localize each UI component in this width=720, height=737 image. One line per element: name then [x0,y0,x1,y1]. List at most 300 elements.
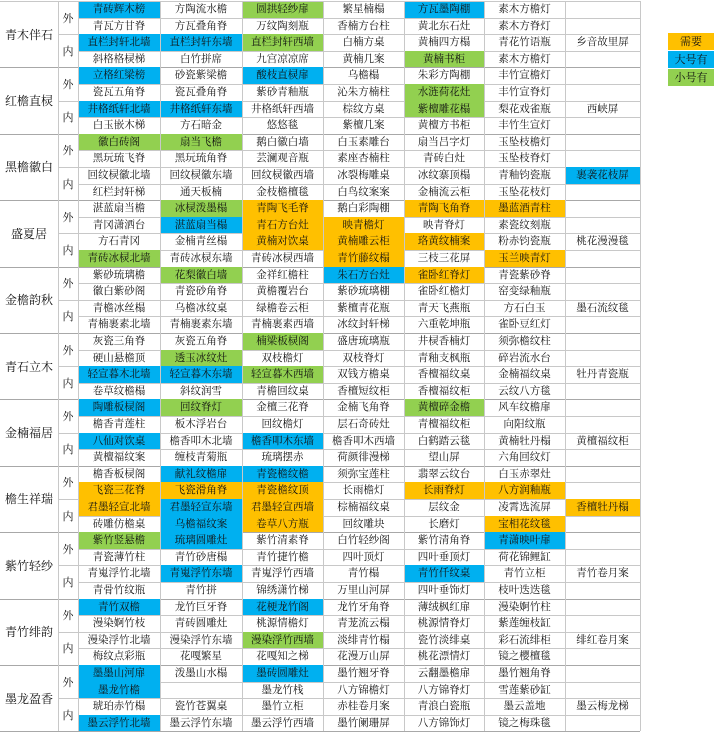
item-cell[interactable]: 荷颜徘漫梯 [337,451,390,464]
item-cell[interactable]: 井棂香楠灯 [417,335,471,347]
item-cell[interactable]: 映青脊灯 [423,218,465,231]
item-cell[interactable]: 墨龙竹栈 [261,683,304,696]
item-cell[interactable]: 桃源情脊灯 [417,617,471,630]
item-cell[interactable]: 四叶垂顶灯 [417,550,471,563]
item-cell[interactable]: 青茏流云榻 [337,617,390,630]
item-cell[interactable]: 瓷竹苍翼桌 [174,700,228,713]
item-cell[interactable]: 白鸟纹案案 [337,185,390,198]
item-cell[interactable]: 方瓦墨陶棚 [404,1,484,18]
item-cell[interactable]: 紫砂琉璃檐 [92,268,146,281]
item-cell[interactable]: 瓷瓦五角脊 [92,86,146,98]
item-cell[interactable]: 青竹拼 [185,584,217,596]
item-cell[interactable]: 回纹脊灯 [160,399,242,416]
item-cell[interactable]: 六重乾坤瓶 [417,318,471,331]
item-cell[interactable]: 青竹捷竹檐 [256,550,309,563]
item-cell[interactable]: 檐香叩木西墙 [332,434,395,447]
item-cell[interactable]: 回纹雕块 [342,517,385,530]
item-cell[interactable]: 墨竹阑珊屏 [337,716,390,729]
item-cell[interactable]: 青砖辉木榜 [78,1,160,18]
item-cell[interactable]: 黑玩琉角脊 [174,152,228,165]
item-cell[interactable]: 卷草八方瓶 [242,516,323,533]
item-cell[interactable]: 青砖冰棂西墙 [251,252,314,264]
item-cell[interactable] [565,267,640,284]
item-cell[interactable]: 板木浮岩台 [174,418,228,430]
item-cell[interactable]: 风车纹檐扉 [498,401,551,414]
item-cell[interactable]: 轻宣暮木西墙 [242,366,323,383]
item-cell[interactable]: 窑变绿釉瓶 [498,285,551,298]
item-cell[interactable]: 紫竹清素脊 [256,534,309,547]
item-cell[interactable]: 乌檐福纹案 [160,516,242,533]
item-cell[interactable]: 青竹立柜 [503,567,546,580]
item-cell[interactable]: 墨云梅龙梯 [576,700,629,713]
item-cell[interactable] [565,18,640,35]
item-cell[interactable]: 黄楠对饮桌 [242,233,323,250]
item-cell[interactable]: 瓷竹淡绯桌 [417,633,471,646]
item-cell[interactable]: 桃源情檐灯 [256,617,309,630]
item-cell[interactable]: 湛蓝扇当榻 [160,217,242,234]
item-cell[interactable]: 雀卧红檐灯 [417,285,471,298]
item-cell[interactable] [565,316,640,333]
item-cell[interactable]: 香檀福纹桌 [417,368,471,381]
item-cell[interactable]: 花嘎繁星 [180,650,222,663]
item-cell[interactable]: 层石奇砖灶 [337,418,390,430]
item-cell[interactable] [565,516,640,533]
item-cell[interactable]: 回纹棂徽西墙 [251,169,314,181]
item-cell[interactable]: 薄绒枫红扉 [417,600,471,613]
item-cell[interactable]: 回纹檐灯 [261,418,304,430]
item-cell[interactable]: 硬山悬檐顶 [92,351,146,364]
item-cell[interactable]: 玉坠枝脊灯 [498,152,551,165]
item-cell[interactable]: 墨石流纹毯 [576,301,629,314]
item-cell[interactable]: 鹅白徽白墙 [256,135,309,148]
item-cell[interactable]: 黄檀福纹案 [92,451,146,464]
item-cell[interactable]: 乡音故里屏 [576,36,629,49]
item-cell[interactable]: 白竹拼席 [180,52,222,65]
item-cell[interactable]: 彩石流绯柜 [498,633,551,646]
item-cell[interactable]: 青砖冰棂北墙 [78,250,160,267]
item-cell[interactable]: 玉兰映青灯 [484,250,565,267]
item-cell[interactable]: 井格纸轩西墙 [251,102,314,115]
item-cell[interactable]: 八方润釉瓶 [484,482,565,499]
item-cell[interactable]: 锦绣潇竹梯 [256,584,309,596]
item-cell[interactable]: 云纹八方毯 [498,384,551,397]
item-cell[interactable]: 白竹轻纱阁 [337,534,390,547]
item-cell[interactable]: 轻宣暮木北墙 [78,366,160,383]
item-cell[interactable]: 立格红梁榜 [78,67,160,84]
item-cell[interactable]: 青潇映叶扉 [484,532,565,549]
item-cell[interactable]: 九宫凉凉席 [256,52,309,65]
item-cell[interactable]: 飞瓷三花脊 [78,482,160,499]
item-cell[interactable]: 冰纹封轩梯 [337,318,390,331]
item-cell[interactable]: 珞黄纹楠案 [404,233,484,250]
item-cell[interactable]: 青竹双檐 [78,599,160,616]
item-cell[interactable]: 黄檀碎金檐 [404,399,484,416]
item-cell[interactable] [565,665,640,682]
item-cell[interactable]: 金楠流云柜 [417,185,471,198]
item-cell[interactable]: 黄檀方书柜 [417,119,471,132]
item-cell[interactable]: 砂瓷紫梁檐 [174,69,228,82]
item-cell[interactable]: 雀卧豆红灯 [498,318,551,331]
item-cell[interactable]: 楠梁板棂阁 [242,333,323,350]
item-cell[interactable]: 回纹棂徽东墙 [169,169,233,181]
item-cell[interactable]: 花梨徽白墙 [160,267,242,284]
item-cell[interactable]: 琉璃摆赤 [261,451,304,464]
item-cell[interactable]: 须弥檐纹柱 [498,335,551,347]
item-cell[interactable]: 玉坠花枝灯 [498,185,551,198]
item-cell[interactable]: 八方锦檐灯 [337,683,390,696]
item-cell[interactable]: 斜纹润雪 [180,384,222,397]
item-cell[interactable]: 檐香叩木北墙 [169,434,233,447]
item-cell[interactable]: 淡绯青竹榻 [337,633,390,646]
item-cell[interactable]: 云翻墨檐扉 [417,667,471,679]
item-cell[interactable] [565,549,640,566]
item-cell[interactable]: 墨云浮竹北墙 [78,715,160,732]
item-cell[interactable]: 四叶顶灯 [342,550,385,563]
item-cell[interactable]: 长雨脊灯 [404,482,484,499]
item-cell[interactable]: 八方锦饰灯 [417,716,471,729]
item-cell[interactable]: 方石青冈 [98,235,140,248]
item-cell[interactable]: 青天飞燕瓶 [417,301,471,314]
item-cell[interactable]: 盛唐琉璃瓶 [337,335,390,347]
item-cell[interactable]: 黄楠牡丹榻 [498,434,551,447]
item-cell[interactable]: 花漫万山屏 [337,650,390,663]
item-cell[interactable]: 香楠方台柱 [337,19,390,32]
item-cell[interactable]: 青竹卷月案 [576,567,629,580]
item-cell[interactable]: 花嘎知之梯 [256,650,309,663]
item-cell[interactable]: 裹袭花枝屏 [565,167,640,184]
item-cell[interactable]: 灰瓷五角脊 [174,335,228,347]
item-cell[interactable] [565,383,640,400]
item-cell[interactable]: 青瓦方甘脊 [92,19,146,32]
item-cell[interactable]: 雀卧红脊灯 [404,267,484,284]
item-cell[interactable]: 悠悠毯 [266,119,299,132]
item-cell[interactable]: 玉坠枝檐灯 [498,135,551,148]
item-cell[interactable]: 金檀三花脊 [256,401,309,414]
item-cell[interactable]: 金枝檐檀毯 [256,185,309,198]
item-cell[interactable]: 青嵬浮竹东墙 [160,565,242,582]
item-cell[interactable]: 香檀福纹柜 [417,384,471,397]
item-cell[interactable]: 素木方檐灯 [498,52,551,65]
item-cell[interactable]: 红栏封轩梯 [92,185,146,198]
item-cell[interactable]: 黄檀福纹柜 [576,434,629,447]
item-cell[interactable] [565,482,640,499]
item-cell[interactable]: 直栏封轩北墙 [78,34,160,51]
item-cell[interactable] [565,67,640,84]
item-cell[interactable]: 青砖冰棂东墙 [169,252,233,264]
item-cell[interactable]: 君墨轻宣北墙 [78,499,160,516]
item-cell[interactable]: 棕楠福纹桌 [337,501,390,513]
item-cell[interactable]: 紫砂琉璃棚 [337,285,390,298]
item-cell[interactable]: 青瓷紫砂脊 [498,268,551,281]
item-cell[interactable]: 井格纸轩东墙 [160,101,242,118]
item-cell[interactable]: 通天板楠 [180,185,222,198]
item-cell[interactable] [565,84,640,101]
item-cell[interactable] [565,615,640,632]
item-cell[interactable]: 乌檐榻 [347,69,380,82]
item-cell[interactable]: 墨龙竹檐 [78,682,160,699]
item-cell[interactable]: 墨砖圆雕灶 [242,665,323,682]
item-cell[interactable]: 三枝三花屏 [417,252,471,264]
item-cell[interactable]: 牡丹青瓷瓶 [576,368,629,381]
item-cell[interactable] [565,599,640,616]
item-cell[interactable]: 六角回纹灯 [498,451,551,464]
item-cell[interactable]: 紫砂青釉瓶 [256,86,309,98]
item-cell[interactable]: 万纹陶刻瓶 [256,19,309,32]
item-cell[interactable]: 翡翠云纹台 [417,467,471,480]
item-cell[interactable]: 香檀牡丹榻 [565,499,640,516]
item-cell[interactable]: 檐香叩木东墙 [242,433,323,450]
item-cell[interactable]: 紫檀青花瓶 [337,301,390,314]
item-cell[interactable]: 水涟荷花灶 [404,84,484,101]
item-cell[interactable]: 白玉赤翠灶 [498,467,551,480]
item-cell[interactable]: 沁朱方楠柱 [337,86,390,98]
item-cell[interactable]: 直栏封轩东墙 [160,34,242,51]
item-cell[interactable] [160,682,242,699]
item-cell[interactable]: 紫莲缠枝缸 [498,617,551,630]
item-cell[interactable]: 墨云浮竹东墙 [169,716,233,729]
item-cell[interactable]: 黄楠雕云柜 [323,233,404,250]
item-cell[interactable]: 墨云盖地 [503,700,546,713]
item-cell[interactable]: 八仙对饮桌 [78,433,160,450]
item-cell[interactable]: 映青檐灯 [323,217,404,234]
item-cell[interactable]: 素木方檐灯 [498,3,551,15]
item-cell[interactable]: 青瓷檐纹顶 [242,482,323,499]
item-cell[interactable]: 漫染婀竹枝 [92,617,146,630]
item-cell[interactable]: 宝相花纹毯 [484,516,565,533]
item-cell[interactable]: 香檀短纹柜 [337,384,390,397]
item-cell[interactable]: 青嵬浮竹北墙 [87,567,151,580]
item-cell[interactable]: 碎岩流水台 [498,351,551,364]
item-cell[interactable]: 檐香板棂阁 [92,467,146,480]
item-cell[interactable] [565,283,640,300]
item-cell[interactable]: 青竹砂唐榻 [174,550,228,563]
item-cell[interactable]: 花梗龙竹阁 [242,599,323,616]
item-cell[interactable]: 青陶飞角脊 [404,200,484,217]
item-cell[interactable]: 绿檐卷云柜 [256,301,309,314]
item-cell[interactable]: 梅纹点彩瓶 [92,650,146,663]
item-cell[interactable]: 金祥红檐柱 [256,268,309,281]
item-cell[interactable]: 粉赤钧瓷瓶 [498,235,551,248]
item-cell[interactable]: 乌檐冰纹桌 [174,301,228,314]
item-cell[interactable]: 凌霄选流屏 [498,501,551,513]
item-cell[interactable]: 扇当飞檐 [160,134,242,151]
item-cell[interactable]: 桃花漂情灯 [417,650,471,663]
item-cell[interactable]: 青冈潇洒台 [92,218,146,231]
item-cell[interactable]: 青嵬浮竹西墙 [251,567,314,580]
item-cell[interactable]: 方石白玉 [503,301,546,314]
item-cell[interactable]: 向阳纹瓶 [503,418,546,430]
item-cell[interactable]: 青竹藤纹榻 [323,250,404,267]
item-cell[interactable]: 青石方台灶 [242,217,323,234]
item-cell[interactable] [565,350,640,367]
item-cell[interactable] [565,333,640,350]
item-cell[interactable]: 青釉钧瓷瓶 [498,169,551,181]
item-cell[interactable]: 漫染浮竹西墙 [242,632,323,649]
item-cell[interactable]: 缠枝青菊瓶 [174,451,228,464]
item-cell[interactable] [565,532,640,549]
item-cell[interactable] [565,250,640,267]
item-cell[interactable]: 冰棂泼墨榻 [160,200,242,217]
item-cell[interactable]: 黄楠几案 [342,52,385,65]
item-cell[interactable]: 酸枝直棂扉 [242,67,323,84]
item-cell[interactable] [565,184,640,201]
item-cell[interactable] [565,117,640,134]
item-cell[interactable]: 青陶飞毛脊 [242,200,323,217]
item-cell[interactable]: 黄檐覆岩台 [256,285,309,298]
item-cell[interactable]: 绯红卷月案 [576,633,629,646]
item-cell[interactable]: 漫染婀竹柱 [498,600,551,613]
item-cell[interactable]: 双枝脊灯 [342,351,385,364]
item-cell[interactable]: 青砖白灶 [423,152,465,165]
item-cell[interactable]: 透玉冰纹灶 [160,350,242,367]
item-cell[interactable]: 长雨檐灯 [342,484,385,497]
item-cell[interactable]: 琥珀赤竹榻 [92,700,146,713]
item-cell[interactable]: 方瓦叠角脊 [174,19,228,32]
item-cell[interactable]: 鹅白彩陶棚 [337,202,390,215]
item-cell[interactable]: 紫竹竖悬檐 [78,532,160,549]
item-cell[interactable] [565,51,640,68]
item-cell[interactable]: 龙竹牙角脊 [337,600,390,613]
item-cell[interactable]: 墨蓝酒青柱 [484,200,565,217]
item-cell[interactable]: 青釉支枫瓶 [417,351,471,364]
item-cell[interactable]: 雪莲紫砂缸 [498,683,551,696]
item-cell[interactable]: 青砖圆雕灶 [174,617,228,630]
item-cell[interactable]: 丰竹宣脊灯 [498,86,551,98]
item-cell[interactable]: 直栏封轩西墙 [242,34,323,51]
item-cell[interactable]: 冰纹寨顶榻 [417,169,471,181]
item-cell[interactable] [565,134,640,151]
item-cell[interactable]: 方石暗金 [180,119,222,132]
item-cell[interactable] [565,1,640,18]
item-cell[interactable]: 西峡屏 [586,102,619,115]
item-cell[interactable] [565,682,640,699]
item-cell[interactable]: 丰竹生宣灯 [498,119,551,132]
item-cell[interactable]: 青竹榻 [347,567,380,580]
item-cell[interactable]: 徽白紫砂阁 [92,285,146,298]
item-cell[interactable]: 琉璃圆雕灶 [160,532,242,549]
item-cell[interactable]: 青竹仟纹桌 [404,565,484,582]
item-cell[interactable]: 君墨轻宣西墙 [242,499,323,516]
item-cell[interactable]: 素座杏楠柱 [337,152,390,165]
item-cell[interactable]: 赤桂卷月案 [337,700,390,713]
item-cell[interactable] [565,416,640,433]
item-cell[interactable]: 金楠飞角脊 [337,401,390,414]
item-cell[interactable]: 青花竹语瓶 [498,36,551,49]
item-cell[interactable] [565,449,640,466]
item-cell[interactable]: 献礼纹檐扉 [160,466,242,483]
item-cell[interactable]: 灰瓷三角脊 [92,335,146,347]
item-cell[interactable]: 黑玩琉飞脊 [92,152,146,165]
item-cell[interactable]: 镜之樱檀毯 [498,650,551,663]
item-cell[interactable]: 墨云浮竹西墙 [251,716,314,729]
item-cell[interactable] [565,648,640,665]
item-cell[interactable]: 君墨轻宣东墙 [160,499,242,516]
item-cell[interactable]: 黄楠四方榻 [417,36,471,49]
item-cell[interactable] [565,715,640,732]
item-cell[interactable]: 方陶流水檐 [174,3,228,15]
item-cell[interactable]: 梨花戏雀瓶 [498,102,551,115]
item-cell[interactable]: 卷草纹檐榻 [92,384,146,397]
item-cell[interactable]: 斜格格棂梯 [92,52,146,65]
item-cell[interactable]: 素瓷纹刻瓶 [498,218,551,231]
item-cell[interactable]: 墨竹翘角脊 [498,667,551,679]
item-cell[interactable]: 繁星楠榻 [342,3,385,15]
item-cell[interactable]: 八方锦脊灯 [417,683,471,696]
item-cell[interactable]: 青楠裹素西墙 [251,318,314,331]
item-cell[interactable]: 龙竹巨牙脊 [174,600,228,613]
item-cell[interactable]: 金楠福纹桌 [498,368,551,381]
item-cell[interactable] [565,200,640,217]
item-cell[interactable]: 圆拱轻纱扉 [242,1,323,18]
item-cell[interactable]: 紫竹清角脊 [417,534,471,547]
item-cell[interactable]: 青檐回纹桌 [256,384,309,397]
item-cell[interactable]: 须弥宝莲柱 [337,467,390,480]
item-cell[interactable]: 白玉素雕台 [337,135,390,148]
item-cell[interactable]: 青瓷砂角脊 [174,285,228,298]
item-cell[interactable]: 檐香青莲柱 [92,418,146,430]
item-cell[interactable]: 紫檀雕花榻 [404,101,484,118]
item-cell[interactable]: 黄北东石灶 [417,19,471,32]
item-cell[interactable]: 扇当吕字灯 [417,135,471,148]
item-cell[interactable]: 素木方脊灯 [498,19,551,32]
item-cell[interactable]: 青骨竹纹瓶 [92,584,146,596]
item-cell[interactable]: 墨竹立柜 [261,700,304,713]
item-cell[interactable]: 金楠青丝榻 [174,235,228,248]
item-cell[interactable]: 青檀福纹柜 [417,418,471,430]
item-cell[interactable] [565,217,640,234]
item-cell[interactable]: 朱彩方陶棚 [417,69,471,82]
item-cell[interactable]: 白楠方桌 [342,36,385,49]
item-cell[interactable]: 层纹金 [428,501,460,513]
item-cell[interactable]: 芸澜观音瓶 [256,152,309,165]
item-cell[interactable]: 棕纹方桌 [342,102,385,115]
item-cell[interactable]: 泼墨山水榻 [174,667,228,679]
item-cell[interactable]: 白鹤踏云毯 [417,434,471,447]
item-cell[interactable] [565,399,640,416]
item-cell[interactable]: 荷花锦鲤缸 [498,550,551,563]
item-cell[interactable] [565,466,640,483]
item-cell[interactable] [565,150,640,167]
item-cell[interactable]: 漫染浮竹东墙 [169,633,233,646]
item-cell[interactable]: 井格纸轩北墙 [78,101,160,118]
item-cell[interactable]: 望山屏 [428,451,460,464]
item-cell[interactable]: 青瓷檐纹檐 [242,466,323,483]
item-cell[interactable]: 冰裂梅雕桌 [337,169,390,181]
item-cell[interactable]: 回纹棂徽北墙 [87,169,151,181]
item-cell[interactable]: 四叶垂饰灯 [417,584,471,596]
item-cell[interactable]: 镜之梅珠毯 [498,716,551,729]
item-cell[interactable]: 双钱方檐桌 [337,368,390,381]
item-cell[interactable]: 紫檀几案 [342,119,385,132]
item-cell[interactable]: 万里山河屏 [337,584,390,596]
item-cell[interactable]: 丰竹宣檐灯 [498,69,551,82]
item-cell[interactable]: 双枝檐灯 [261,351,304,364]
item-cell[interactable]: 轻宣暮木东墙 [160,366,242,383]
item-cell[interactable]: 青楠裹素北墙 [87,318,151,331]
item-cell[interactable]: 青瓷薄竹柱 [92,550,146,563]
item-cell[interactable]: 青浪白瓷瓶 [417,700,471,713]
item-cell[interactable]: 墨竹翘牙脊 [337,667,390,679]
item-cell[interactable]: 湛蓝扇当檐 [92,202,146,215]
item-cell[interactable]: 桃花漫漫毯 [576,235,629,248]
item-cell[interactable]: 青檐冰丝榻 [92,301,146,314]
item-cell[interactable]: 朱石方台灶 [323,267,404,284]
item-cell[interactable]: 徽白砖阁 [78,134,160,151]
item-cell[interactable]: 陶雕板棂阁 [78,399,160,416]
item-cell[interactable] [565,582,640,599]
item-cell[interactable]: 墨墨山河扉 [78,665,160,682]
item-cell[interactable]: 飞瓷滑角脊 [160,482,242,499]
